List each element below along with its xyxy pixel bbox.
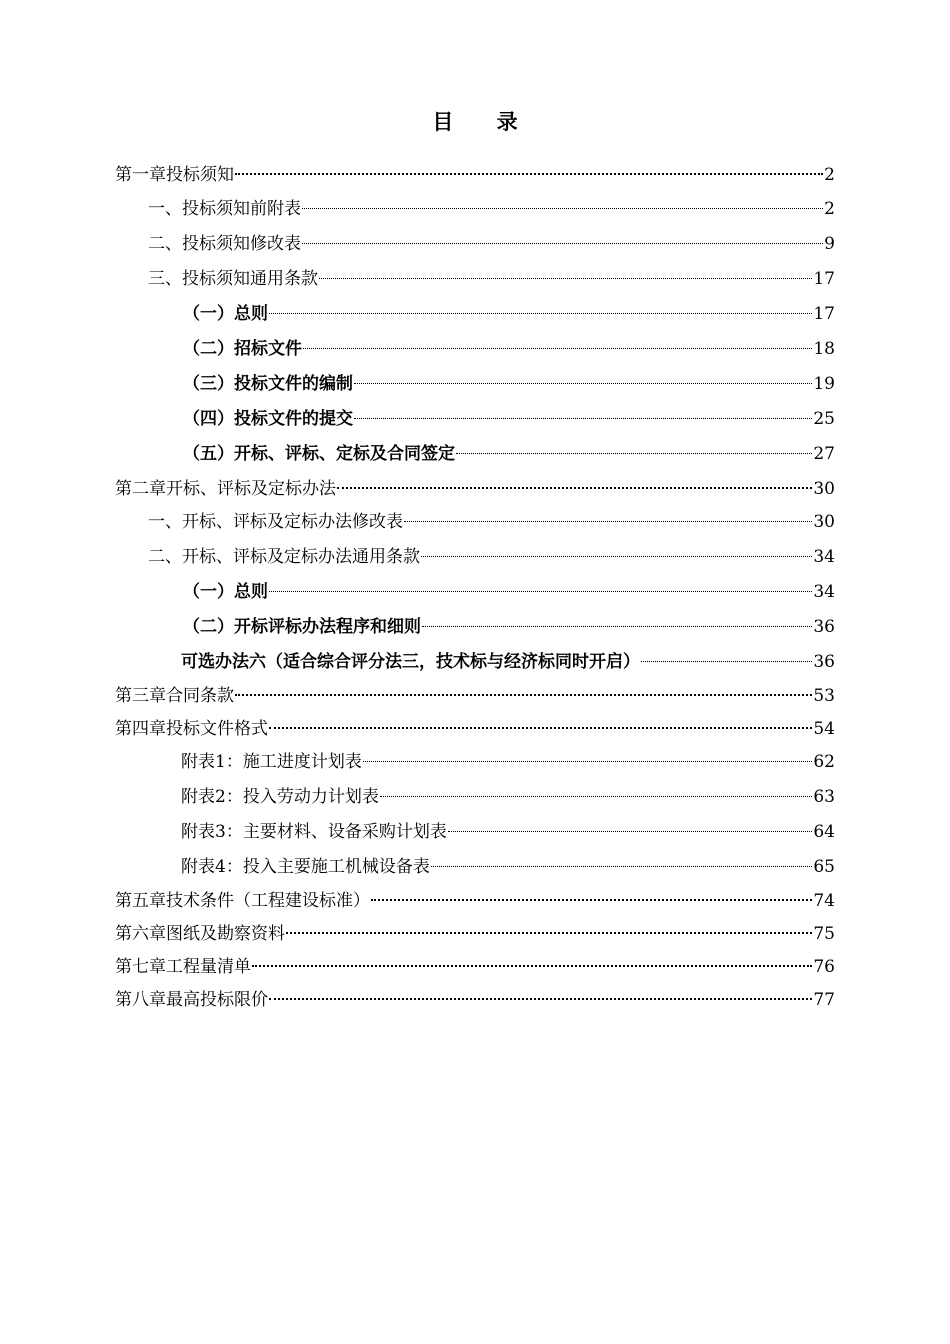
dot-leader (286, 917, 812, 939)
toc-entry-appendix[interactable] (181, 745, 835, 772)
toc-page-number: 30 (813, 512, 835, 532)
dot-leader (319, 262, 812, 284)
toc-entry-label: 附表1：施工进度计划表 (181, 752, 362, 772)
toc-entry-label: 一、开标、评标及定标办法修改表 (148, 512, 403, 532)
dot-leader (421, 540, 812, 562)
toc-entry-label: 第六章图纸及勘察资料 (115, 924, 285, 944)
dot-leader (354, 367, 812, 389)
dot-leader (456, 437, 812, 459)
toc-page-number: 75 (813, 924, 835, 944)
toc-page-number: 53 (813, 686, 835, 706)
dot-leader (380, 780, 813, 802)
toc-entry-label: 第七章工程量清单 (115, 957, 251, 977)
toc-entry-label: 附表3：主要材料、设备采购计划表 (181, 822, 447, 842)
toc-entry-label: 二、开标、评标及定标办法通用条款 (148, 547, 420, 567)
dot-leader (269, 712, 812, 734)
toc-entry-chapter-7[interactable] (115, 950, 835, 977)
toc-entry-chapter-8[interactable] (115, 983, 835, 1010)
toc-page-number: 63 (813, 787, 835, 807)
dot-leader (303, 332, 812, 354)
toc-page-number: 2 (824, 165, 835, 185)
toc-page-number: 9 (824, 234, 835, 254)
toc-entry-label: 第八章最高投标限价 (115, 990, 268, 1010)
toc-entry-label: （五）开标、评标、定标及合同签定 (183, 444, 455, 464)
dot-leader (337, 472, 812, 494)
toc-entry-label: 第三章合同条款 (115, 686, 234, 706)
toc-entry-label: 一、投标须知前附表 (148, 199, 301, 219)
toc-entry-subsection[interactable] (183, 332, 835, 359)
toc-entry-label: 可选办法六（适合综合评分法三，技术标与经济标同时开启） (181, 652, 640, 672)
toc-page-number: 17 (813, 269, 835, 289)
dot-leader (404, 505, 812, 527)
toc-entry-chapter-5[interactable] (115, 884, 835, 911)
toc-entry-appendix[interactable] (181, 780, 835, 807)
toc-page-number: 25 (813, 409, 835, 429)
toc-entry-label: （四）投标文件的提交 (183, 409, 353, 429)
toc-page-number: 17 (813, 304, 835, 324)
toc-page-number: 64 (813, 822, 835, 842)
toc-entry-label: 二、投标须知修改表 (148, 234, 301, 254)
toc-entry-subsection[interactable] (183, 575, 835, 602)
toc-entry-label: （二）开标评标办法程序和细则 (183, 617, 421, 637)
toc-entry-appendix[interactable] (181, 815, 835, 842)
toc-page-number: 65 (813, 857, 835, 877)
dot-leader (641, 645, 812, 667)
dot-leader (235, 679, 812, 701)
toc-entry-subsection[interactable] (183, 610, 835, 637)
dot-leader (431, 850, 813, 872)
dot-leader (269, 297, 812, 319)
toc-entry-chapter-3[interactable] (115, 679, 835, 706)
toc-entry-subsection[interactable] (183, 367, 835, 394)
toc-page-number: 62 (813, 752, 835, 772)
toc-entry-label: （一）总则 (183, 304, 268, 324)
toc-entry-subsection[interactable] (183, 402, 835, 429)
toc-entry-chapter-4[interactable] (115, 712, 835, 739)
dot-leader (269, 575, 812, 597)
toc-entry-section[interactable] (148, 540, 835, 567)
toc-title: 目 录 (432, 110, 536, 134)
dot-leader (235, 158, 823, 180)
dot-leader (363, 745, 813, 767)
toc-entry-label: 附表4：投入主要施工机械设备表 (181, 857, 430, 877)
toc-entry-label: （三）投标文件的编制 (183, 374, 353, 394)
toc-entry-label: 第五章技术条件（工程建设标准） (115, 891, 370, 911)
dot-leader (371, 884, 812, 906)
toc-page-number: 19 (813, 374, 835, 394)
toc-entry-label: 附表2：投入劳动力计划表 (181, 787, 379, 807)
dot-leader (302, 192, 823, 214)
dot-leader (448, 815, 813, 837)
toc-entry-chapter-6[interactable] (115, 917, 835, 944)
toc-entry-subsection[interactable] (183, 297, 835, 324)
toc-entry-subsection[interactable] (181, 645, 835, 672)
dot-leader (354, 402, 812, 424)
dot-leader (302, 227, 823, 249)
toc-entry-section[interactable] (148, 505, 835, 532)
toc-page-number: 30 (813, 479, 835, 499)
toc-page-number: 74 (813, 891, 835, 911)
toc-page-number: 2 (824, 199, 835, 219)
toc-entry-label: 第四章投标文件格式 (115, 719, 268, 739)
toc-page-number: 54 (813, 719, 835, 739)
dot-leader (252, 950, 812, 972)
toc-entry-label: （二）招标文件 (183, 339, 302, 359)
toc-entry-chapter-2[interactable] (115, 472, 835, 499)
dot-leader (269, 983, 812, 1005)
toc-page-number: 18 (813, 339, 835, 359)
toc-entry-appendix[interactable] (181, 850, 835, 877)
toc-entry-section[interactable] (148, 262, 835, 289)
toc-page-number: 34 (813, 582, 835, 602)
toc-entry-label: 三、投标须知通用条款 (148, 269, 318, 289)
toc-page-number: 27 (813, 444, 835, 464)
dot-leader (422, 610, 812, 632)
toc-entry-label: 第二章开标、评标及定标办法 (115, 479, 336, 499)
toc-entry-label: 第一章投标须知 (115, 165, 234, 185)
toc-page-number: 36 (813, 617, 835, 637)
toc-entry-section[interactable] (148, 192, 835, 219)
toc-page-number: 76 (813, 957, 835, 977)
toc-page-number: 34 (813, 547, 835, 567)
toc-entry-chapter-1[interactable] (115, 158, 835, 185)
toc-entry-label: （一）总则 (183, 582, 268, 602)
toc-entry-subsection[interactable] (183, 437, 835, 464)
toc-entry-section[interactable] (148, 227, 835, 254)
toc-page-number: 36 (813, 652, 835, 672)
toc-page-number: 77 (813, 990, 835, 1010)
